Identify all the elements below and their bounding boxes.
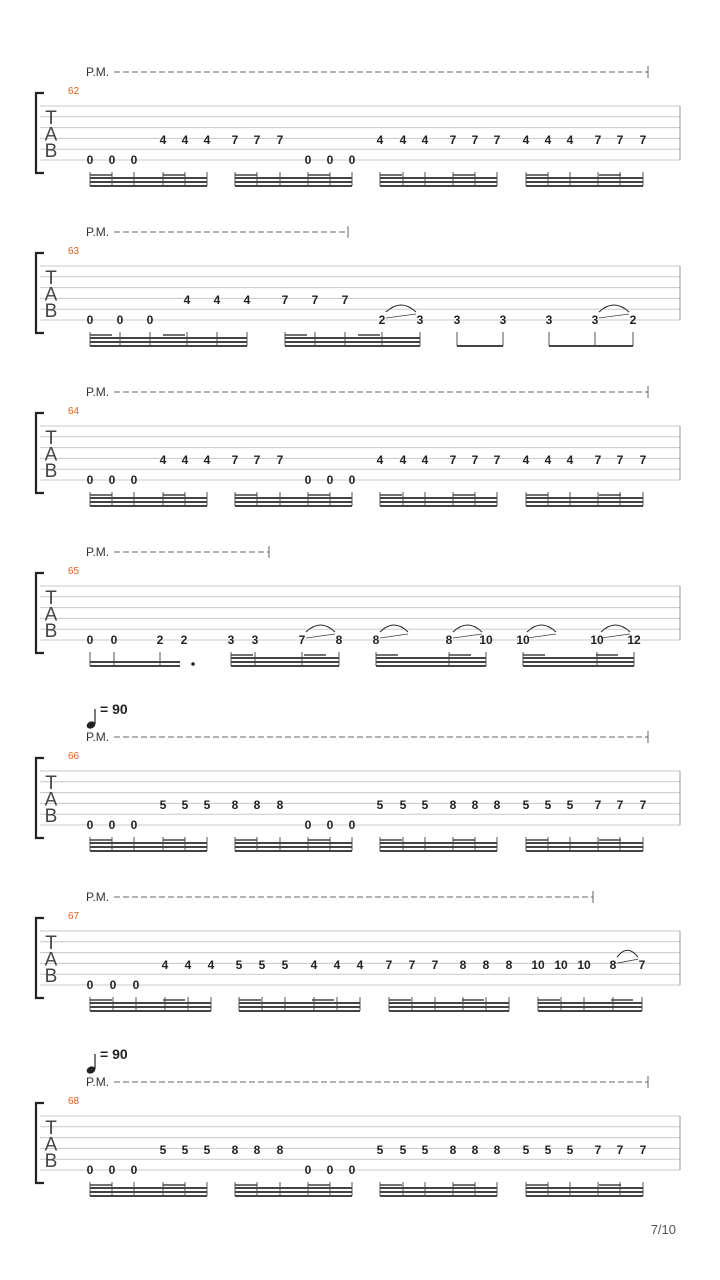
fret-number: 7 <box>594 133 602 148</box>
measure-number: 67 <box>68 911 80 922</box>
fret-number: 5 <box>235 958 243 973</box>
fret-number: 0 <box>326 1163 334 1177</box>
fret-number: 4 <box>376 453 384 468</box>
fret-number: 7 <box>231 453 239 468</box>
fret-number: 8 <box>493 1143 501 1158</box>
fret-number: 0 <box>108 1163 116 1177</box>
fret-number: 7 <box>639 453 647 468</box>
fret-number: 8 <box>253 1143 261 1158</box>
fret-number: 0 <box>130 1163 138 1177</box>
tab-clef-letter: T <box>45 773 57 794</box>
measure-number: 63 <box>68 246 80 257</box>
fret-number: 3 <box>545 313 553 327</box>
fret-number: 4 <box>203 453 211 468</box>
system-bracket <box>36 1103 44 1183</box>
fret-number: 8 <box>493 798 501 813</box>
fret-number: 0 <box>108 818 116 832</box>
measure-number: 62 <box>68 86 80 97</box>
tab-clef-letter: A <box>44 1134 58 1156</box>
palm-mute-label: P.M. <box>86 385 110 399</box>
fret-number: 0 <box>146 313 154 327</box>
fret-number: 7 <box>281 293 289 308</box>
fret-number: 10 <box>554 958 568 973</box>
fret-number: 8 <box>609 958 617 973</box>
fret-number: 5 <box>159 1143 167 1158</box>
fret-number: 10 <box>590 633 604 647</box>
fret-number: 0 <box>130 818 138 832</box>
fret-number: 5 <box>376 1143 384 1158</box>
fret-number: 10 <box>577 958 591 973</box>
fret-number: 0 <box>86 153 94 167</box>
fret-number: 0 <box>86 473 94 487</box>
fret-number: 0 <box>348 153 356 167</box>
tab-clef-letter: B <box>44 461 58 482</box>
tab-clef-letter: B <box>44 966 58 987</box>
slur-arc <box>527 625 556 632</box>
fret-number: 7 <box>594 453 602 468</box>
page-number: 7/10 <box>650 1222 676 1237</box>
fret-number: 7 <box>616 798 624 813</box>
measure-66 <box>36 701 680 851</box>
slur-arc <box>453 625 482 632</box>
palm-mute-label: P.M. <box>86 65 110 79</box>
measure-67 <box>36 890 680 1011</box>
fret-number: 5 <box>522 798 530 813</box>
tab-clef-letter: T <box>45 1118 57 1139</box>
system-bracket <box>36 93 44 173</box>
fret-number: 7 <box>616 453 624 468</box>
fret-number: 10 <box>516 633 530 647</box>
tab-clef-letter: B <box>44 621 58 642</box>
fret-number: 4 <box>181 133 189 148</box>
measure-number: 66 <box>68 751 80 762</box>
fret-number: 8 <box>253 798 261 813</box>
fret-number: 0 <box>86 1163 94 1177</box>
fret-number: 7 <box>639 1143 647 1158</box>
fret-number: 7 <box>276 453 284 468</box>
fret-number: 7 <box>616 133 624 148</box>
fret-number: 8 <box>471 798 479 813</box>
fret-number: 4 <box>161 958 169 973</box>
system-bracket <box>36 413 44 493</box>
tab-clef-letter: A <box>44 444 58 466</box>
fret-number: 0 <box>86 978 94 992</box>
fret-number: 7 <box>471 133 479 148</box>
fret-number: 4 <box>333 958 341 973</box>
fret-number: 5 <box>399 798 407 813</box>
fret-number: 3 <box>453 313 461 327</box>
system-bracket <box>36 758 44 838</box>
fret-number: 0 <box>326 473 334 487</box>
fret-number: 5 <box>421 798 429 813</box>
tab-clef-letter: T <box>45 108 57 129</box>
tab-clef-letter: A <box>44 949 58 971</box>
fret-number: 7 <box>253 453 261 468</box>
fret-number: 8 <box>471 1143 479 1158</box>
tab-clef-letter: T <box>45 588 57 609</box>
tab-clef-letter: T <box>45 268 57 289</box>
fret-number: 0 <box>304 1163 312 1177</box>
fret-number: 2 <box>378 313 386 327</box>
fret-number: 5 <box>544 1143 552 1158</box>
slide-line <box>617 959 638 963</box>
fret-number: 0 <box>86 633 94 647</box>
fret-number: 5 <box>258 958 266 973</box>
fret-number: 3 <box>499 313 507 327</box>
slide-line <box>601 634 630 638</box>
fret-number: 0 <box>348 473 356 487</box>
tab-clef-letter: B <box>44 806 58 827</box>
fret-number: 8 <box>459 958 467 973</box>
fret-number: 4 <box>421 453 429 468</box>
fret-number: 7 <box>594 798 602 813</box>
fret-number: 3 <box>591 313 599 327</box>
fret-number: 7 <box>449 453 457 468</box>
fret-number: 4 <box>310 958 318 973</box>
tab-clef-letter: A <box>44 789 58 811</box>
fret-number: 0 <box>108 473 116 487</box>
fret-number: 10 <box>531 958 545 973</box>
fret-number: 4 <box>399 133 407 148</box>
fret-number: 8 <box>335 633 343 647</box>
fret-number: 7 <box>341 293 349 308</box>
fret-number: 8 <box>505 958 513 973</box>
fret-number: 8 <box>276 798 284 813</box>
fret-number: 0 <box>132 978 140 992</box>
fret-number: 5 <box>203 1143 211 1158</box>
slide-line <box>306 634 335 638</box>
fret-number: 7 <box>639 798 647 813</box>
fret-number: 5 <box>421 1143 429 1158</box>
fret-number: 5 <box>544 798 552 813</box>
fret-number: 4 <box>181 453 189 468</box>
fret-number: 0 <box>110 633 118 647</box>
palm-mute-label: P.M. <box>86 1075 110 1089</box>
slur-arc <box>306 625 335 632</box>
system-bracket <box>36 573 44 653</box>
measure-62 <box>36 65 680 186</box>
fret-number: 0 <box>116 313 124 327</box>
fret-number: 3 <box>416 313 424 327</box>
fret-number: 0 <box>326 153 334 167</box>
fret-number: 2 <box>629 313 637 327</box>
tempo-marking: = 90 <box>100 701 128 717</box>
palm-mute-label: P.M. <box>86 545 110 559</box>
tab-clef-letter: A <box>44 284 58 306</box>
fret-number: 4 <box>159 453 167 468</box>
palm-mute-label: P.M. <box>86 225 110 239</box>
fret-number: 4 <box>544 453 552 468</box>
slur-arc <box>386 305 416 312</box>
fret-number: 4 <box>243 293 251 308</box>
palm-mute-label: P.M. <box>86 730 110 744</box>
fret-number: 10 <box>479 633 493 647</box>
slur-arc <box>599 305 629 312</box>
slide-line <box>527 634 556 638</box>
fret-number: 2 <box>156 633 164 647</box>
fret-number: 7 <box>253 133 261 148</box>
tab-clef-letter: A <box>44 124 58 146</box>
fret-number: 4 <box>566 453 574 468</box>
fret-number: 2 <box>180 633 188 647</box>
slur-arc <box>617 950 638 957</box>
fret-number: 4 <box>421 133 429 148</box>
slide-line <box>380 634 408 638</box>
slide-line <box>453 634 482 638</box>
fret-number: 7 <box>298 633 306 647</box>
fret-number: 5 <box>566 798 574 813</box>
tab-clef-letter: B <box>44 1151 58 1172</box>
measure-number: 65 <box>68 566 80 577</box>
fret-number: 8 <box>372 633 380 647</box>
fret-number: 5 <box>281 958 289 973</box>
tempo-marking: = 90 <box>100 1046 128 1062</box>
fret-number: 0 <box>304 818 312 832</box>
measure-68 <box>36 1046 680 1196</box>
fret-number: 4 <box>184 958 192 973</box>
palm-mute-label: P.M. <box>86 890 110 904</box>
fret-number: 0 <box>348 1163 356 1177</box>
fret-number: 0 <box>304 473 312 487</box>
fret-number: 5 <box>159 798 167 813</box>
fret-number: 8 <box>231 1143 239 1158</box>
fret-number: 0 <box>130 473 138 487</box>
fret-number: 8 <box>449 798 457 813</box>
system-bracket <box>36 253 44 333</box>
fret-number: 5 <box>566 1143 574 1158</box>
fret-number: 7 <box>385 958 393 973</box>
fret-number: 0 <box>86 818 94 832</box>
fret-number: 0 <box>109 978 117 992</box>
slide-line <box>599 314 629 318</box>
fret-number: 4 <box>522 133 530 148</box>
fret-number: 8 <box>482 958 490 973</box>
system-bracket <box>36 918 44 998</box>
fret-number: 7 <box>616 1143 624 1158</box>
measure-63 <box>36 225 680 346</box>
fret-number: 7 <box>639 133 647 148</box>
fret-number: 5 <box>522 1143 530 1158</box>
fret-number: 3 <box>227 633 235 647</box>
fret-number: 5 <box>181 798 189 813</box>
fret-number: 7 <box>231 133 239 148</box>
slur-arc <box>601 625 630 632</box>
measure-number: 64 <box>68 406 80 417</box>
fret-number: 12 <box>627 633 641 647</box>
fret-number: 0 <box>130 153 138 167</box>
measure-65 <box>36 545 680 666</box>
tab-clef-letter: B <box>44 301 58 322</box>
fret-number: 4 <box>356 958 364 973</box>
fret-number: 3 <box>251 633 259 647</box>
dot-rest <box>191 662 195 666</box>
slur-arc <box>380 625 408 632</box>
tab-clef-letter: B <box>44 141 58 162</box>
fret-number: 7 <box>493 133 501 148</box>
fret-number: 5 <box>203 798 211 813</box>
fret-number: 7 <box>408 958 416 973</box>
fret-number: 4 <box>544 133 552 148</box>
fret-number: 4 <box>376 133 384 148</box>
fret-number: 0 <box>108 153 116 167</box>
fret-number: 7 <box>638 958 646 973</box>
fret-number: 0 <box>86 313 94 327</box>
fret-number: 4 <box>566 133 574 148</box>
fret-number: 0 <box>326 818 334 832</box>
fret-number: 5 <box>399 1143 407 1158</box>
fret-number: 8 <box>449 1143 457 1158</box>
fret-number: 7 <box>594 1143 602 1158</box>
fret-number: 8 <box>445 633 453 647</box>
fret-number: 5 <box>376 798 384 813</box>
fret-number: 4 <box>207 958 215 973</box>
fret-number: 8 <box>276 1143 284 1158</box>
fret-number: 7 <box>493 453 501 468</box>
tab-clef-letter: T <box>45 428 57 449</box>
tab-clef-letter: T <box>45 933 57 954</box>
tab-clef-letter: A <box>44 604 58 626</box>
fret-number: 0 <box>348 818 356 832</box>
slide-line <box>386 314 416 318</box>
fret-number: 7 <box>311 293 319 308</box>
fret-number: 4 <box>159 133 167 148</box>
fret-number: 8 <box>231 798 239 813</box>
fret-number: 7 <box>449 133 457 148</box>
fret-number: 4 <box>203 133 211 148</box>
fret-number: 7 <box>471 453 479 468</box>
fret-number: 4 <box>213 293 221 308</box>
fret-number: 7 <box>431 958 439 973</box>
measure-number: 68 <box>68 1096 80 1107</box>
fret-number: 7 <box>276 133 284 148</box>
fret-number: 4 <box>522 453 530 468</box>
fret-number: 4 <box>399 453 407 468</box>
measure-64 <box>36 385 680 506</box>
fret-number: 0 <box>304 153 312 167</box>
fret-number: 5 <box>181 1143 189 1158</box>
fret-number: 4 <box>183 293 191 308</box>
